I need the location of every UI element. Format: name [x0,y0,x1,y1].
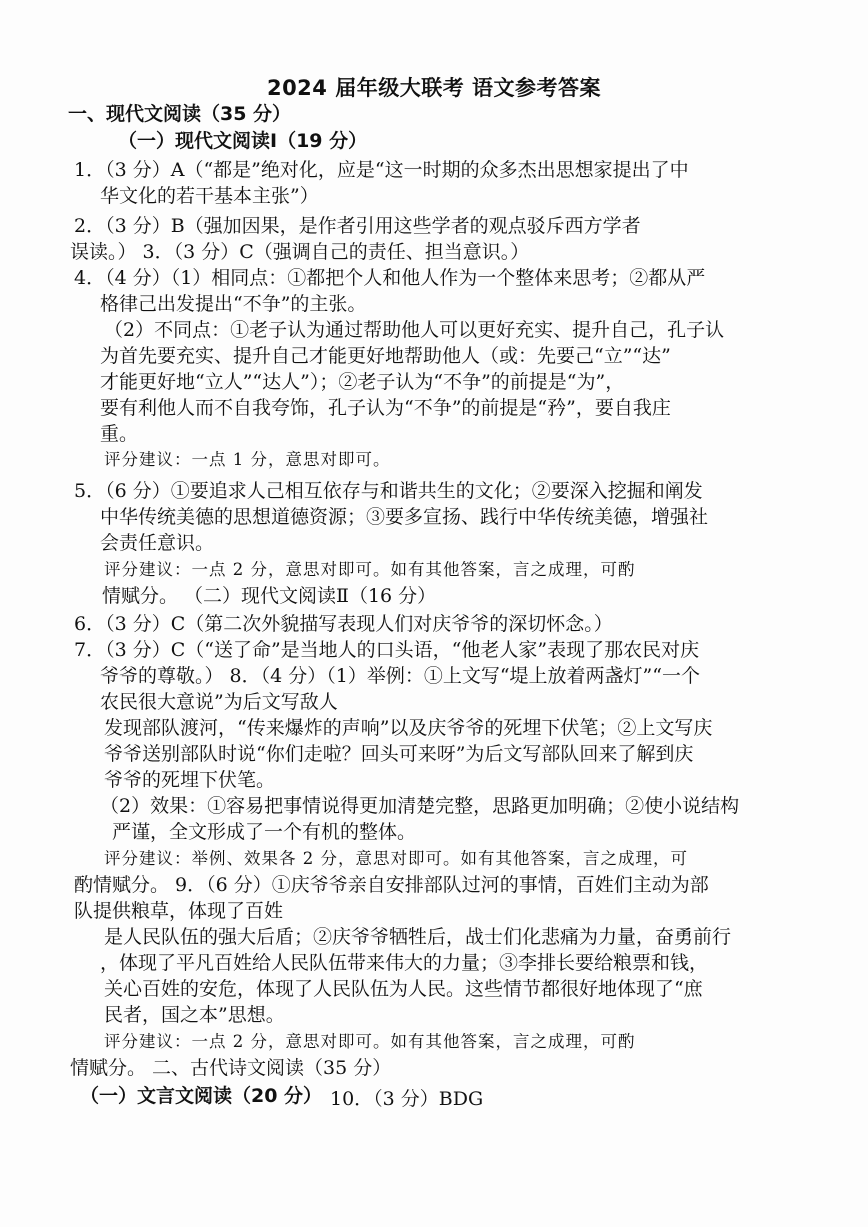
answer-line: 会责任意识。 [100,532,215,554]
answer-line: 爷爷的死埋下伏笔。 [104,769,276,791]
subsection-heading: （一）现代文阅读Ⅰ（19 分） [118,130,368,152]
section-heading: 情赋分。 二、古代诗文阅读（35 分） [70,1057,392,1079]
answer-line: 爷爷送别部队时说“你们走啦？回头可来呀”为后文写部队回来了解到庆 [104,743,694,765]
answer-line: 4．（4 分）（1）相同点：①都把个人和他人作为一个整体来思考；②都从严 [74,267,706,289]
scoring-note: 评分建议：举例、效果各 2 分，意思对即可。如有其他答案，言之成理，可 [104,849,688,868]
answer-line: 爷爷的尊敬。） 8．（4 分）（1）举例：①上文写“堤上放着两盏灯”“一个 [100,665,700,687]
answer-line: 要有利他人而不自我夸饰，孔子认为“不争”的前提是“矜”，要自我庄 [100,397,671,419]
answer-line: ，体现了平凡百姓给人民队伍带来伟大的力量；③李排长要给粮票和钱， [100,952,709,974]
answer-line: 中华传统美德的思想道德资源；③要多宣扬、践行中华传统美德，增强社 [100,506,709,528]
answer-line: 10．（3 分）BDG [330,1088,484,1110]
answer-line: （2）效果：①容易把事情说得更加清楚完整，思路更加明确；②使小说结构 [100,795,740,817]
answer-line: 华文化的若干基本主张”） [100,185,319,207]
answer-line: 重。 [100,423,139,445]
answer-line: 队提供粮草，体现了百姓 [74,900,284,922]
answer-line: 发现部队渡河，“传来爆炸的声响”以及庆爷爷的死埋下伏笔；②上文写庆 [104,717,713,739]
scoring-note: 评分建议：一点 2 分，意思对即可。如有其他答案，言之成理，可酌 [104,1032,636,1051]
answer-line: （2）不同点：①老子认为通过帮助他人可以更好充实、提升自己，孔子认 [104,319,725,341]
answer-line: 农民很大意说”为后文写敌人 [100,691,338,713]
answer-line: 严谨，全文形成了一个有机的整体。 [112,821,417,843]
answer-line: 1．（3 分）A（“都是”绝对化，应是“这一时期的众多杰出思想家提出了中 [74,159,689,181]
answer-line: 5．（6 分）①要追求人己相互依存与和谐共生的文化；②要深入挖掘和阐发 [74,480,703,502]
answer-line: 6．（3 分）C（第二次外貌描写表现人们对庆爷爷的深切怀念。） [74,613,613,635]
answer-line: 2．（3 分）B（强加因果，是作者引用这些学者的观点驳斥西方学者 [74,215,641,237]
answer-line: 是人民队伍的强大后盾；②庆爷爷牺牲后，战士们化悲痛为力量，奋勇前行 [104,926,732,948]
answer-line: 才能更好地“立人”“达人”）；②老子认为“不争”的前提是“为”， [100,371,625,393]
answer-line: 情赋分。 （二）现代文阅读Ⅱ（16 分） [102,585,437,607]
answer-line: 为首先要充实、提升自己才能更好地帮助他人（或：先要己“立”“达” [100,345,671,367]
page-title: 2024 届年级大联考 语文参考答案 [266,76,602,100]
scoring-note: 评分建议：一点 1 分，意思对即可。 [104,450,391,469]
answer-line: 格律己出发提出“不争”的主张。 [100,293,367,315]
scoring-note: 评分建议：一点 2 分，意思对即可。如有其他答案，言之成理，可酌 [104,560,636,579]
answer-line: 7．（3 分）C（“送了命”是当地人的口头语，“他老人家”表现了那农民对庆 [74,639,700,661]
answer-line: 酌情赋分。 9．（6 分）①庆爷爷亲自安排部队过河的事情，百姓们主动为部 [74,874,709,896]
subsection-heading: （一）文言文阅读（20 分） [80,1085,323,1107]
answer-line: 民者，国之本”思想。 [104,1004,285,1026]
answer-line: 关心百姓的安危，体现了人民队伍为人民。这些情节都很好地体现了“庶 [104,978,703,1000]
section-heading: 一、现代文阅读（35 分） [68,103,292,125]
answer-line: 误读。） 3．（3 分）C（强调自己的责任、担当意识。） [70,241,530,263]
